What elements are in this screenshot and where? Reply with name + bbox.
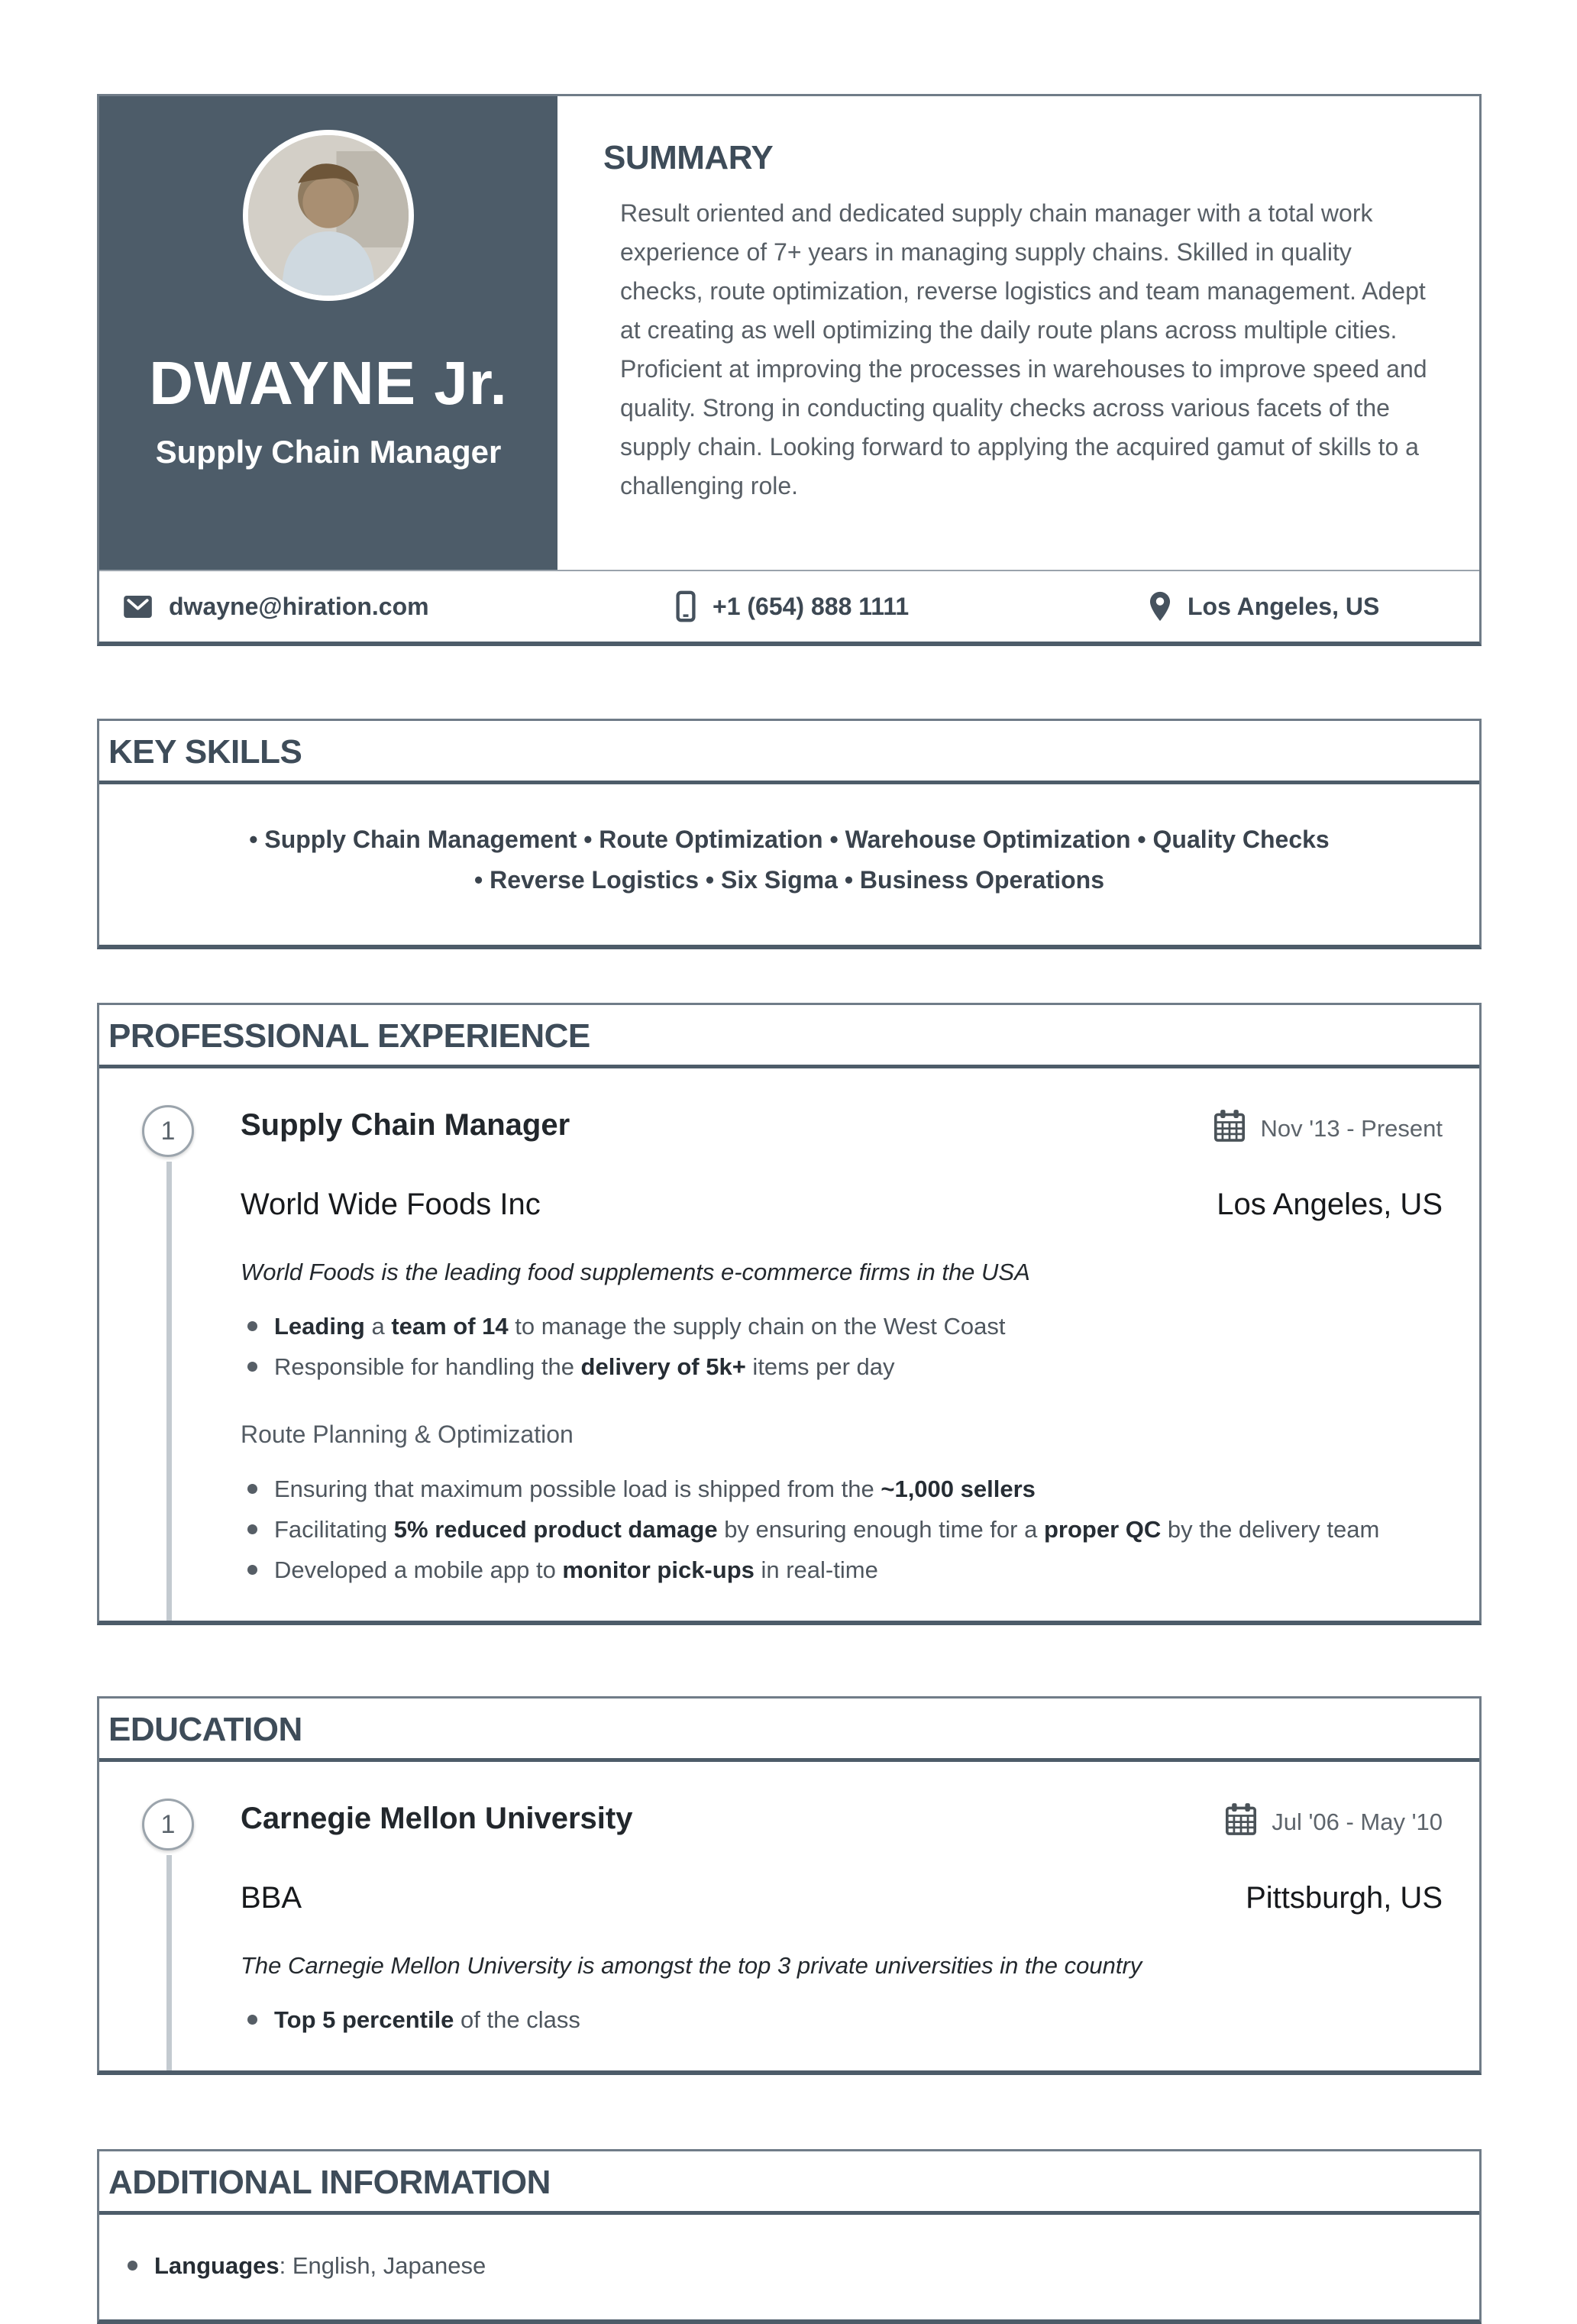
degree-name: BBA xyxy=(241,1881,302,1915)
key-skills-title: KEY SKILLS xyxy=(99,721,1479,784)
education-entry xyxy=(99,1762,1479,2070)
experience-bullets xyxy=(241,1307,1443,1385)
calendar-icon xyxy=(1226,1803,1256,1841)
envelope-icon xyxy=(124,596,152,618)
summary-block xyxy=(557,96,1479,570)
job-role: Supply Chain Manager xyxy=(241,1108,570,1142)
experience-bullet: Facilitating 5% reduced product damage by ensuring enough time for a proper QC by the delivery team xyxy=(241,1511,1443,1548)
contact-location-value: Los Angeles, US xyxy=(1188,592,1380,620)
summary-heading: SUMMARY xyxy=(603,139,774,176)
experience-role-row xyxy=(241,1108,1443,1148)
contact-email xyxy=(124,571,429,642)
experience-bullet: Leading a team of 14 to manage the supply chain on the West Coast xyxy=(241,1307,1443,1345)
education-section xyxy=(97,1696,1482,2075)
mobile-phone-icon xyxy=(676,590,696,622)
timeline-index-badge: 1 xyxy=(142,1799,194,1850)
additional-info-body xyxy=(99,2215,1479,2319)
additional-info-bullets xyxy=(121,2247,1443,2284)
skills-line: • Reverse Logistics • Six Sigma • Business Operations xyxy=(473,866,1104,894)
map-pin-icon xyxy=(1149,591,1171,622)
candidate-name: DWAYNE Jr. xyxy=(149,349,508,417)
experience-bullet: Ensuring that maximum possible load is shipped from the ~1,000 sellers xyxy=(241,1470,1443,1508)
additional-info-section xyxy=(97,2149,1482,2324)
institution-name: Carnegie Mellon University xyxy=(241,1802,633,1835)
experience-sub-bullets xyxy=(241,1470,1443,1589)
education-institution-row xyxy=(241,1802,1443,1841)
header-section xyxy=(97,94,1482,646)
contact-phone xyxy=(676,571,909,642)
experience-bullet: Responsible for handling the delivery of 5k+ items per day xyxy=(241,1348,1443,1385)
job-dates xyxy=(1214,1110,1443,1148)
institution-description: The Carnegie Mellon University is amongst the top 3 private universities in the country xyxy=(241,1952,1142,1979)
education-title: EDUCATION xyxy=(99,1699,1479,1762)
company-location: Los Angeles, US xyxy=(1217,1188,1443,1221)
header-sidebar xyxy=(99,96,557,570)
contact-phone-value: +1 (654) 888 1111 xyxy=(713,592,910,620)
education-dates xyxy=(1226,1803,1443,1841)
contact-email-value: dwayne@hiration.com xyxy=(169,592,429,620)
summary-text: Result oriented and dedicated supply chain manager with a total work experience of 7+ years in managing supply chains. Skilled in quality checks, route optimization, reverse logistics and team management. Adept at creating as well optimizing the daily route plans across multiple cities. Proficient at improving the processes in warehouses to improve speed and quality. Strong in conducting quality checks across various facets of the supply chain. Looking forward to applying the acquired gamut of skills to a challenging role. xyxy=(620,199,1427,499)
institution-location: Pittsburgh, US xyxy=(1246,1881,1443,1915)
candidate-title: Supply Chain Manager xyxy=(155,434,502,470)
profile-photo xyxy=(243,130,414,301)
education-degree-row xyxy=(241,1881,1443,1915)
experience-company-row xyxy=(241,1188,1443,1222)
job-dates-value: Nov '13 - Present xyxy=(1260,1115,1443,1142)
education-dates-value: Jul '06 - May '10 xyxy=(1272,1808,1443,1835)
timeline-line xyxy=(166,1855,172,2070)
experience-section xyxy=(97,1003,1482,1625)
additional-info-title: ADDITIONAL INFORMATION xyxy=(99,2151,1479,2215)
timeline-index-badge: 1 xyxy=(142,1105,194,1157)
experience-subsection-title: Route Planning & Optimization xyxy=(241,1421,574,1448)
experience-bullet: Developed a mobile app to monitor pick-ups in real-time xyxy=(241,1551,1443,1589)
education-bullets xyxy=(241,2001,1443,2038)
profile-photo-placeholder xyxy=(248,135,409,296)
company-name: World Wide Foods Inc xyxy=(241,1188,541,1221)
additional-info-bullet: Languages: English, Japanese xyxy=(121,2247,1443,2284)
timeline-line xyxy=(166,1162,172,1621)
contact-bar xyxy=(99,570,1479,642)
contact-location xyxy=(1149,571,1379,642)
key-skills-section xyxy=(97,719,1482,949)
calendar-icon xyxy=(1214,1110,1245,1148)
experience-entry xyxy=(99,1068,1479,1621)
skills-line: • Supply Chain Management • Route Optimization • Warehouse Optimization • Quality Checks xyxy=(249,826,1330,853)
education-bullet: Top 5 percentile of the class xyxy=(241,2001,1443,2038)
experience-title: PROFESSIONAL EXPERIENCE xyxy=(99,1005,1479,1068)
company-description: World Foods is the leading food supplements e-commerce firms in the USA xyxy=(241,1259,1030,1285)
key-skills-body xyxy=(99,784,1479,945)
header-main xyxy=(99,96,1479,570)
